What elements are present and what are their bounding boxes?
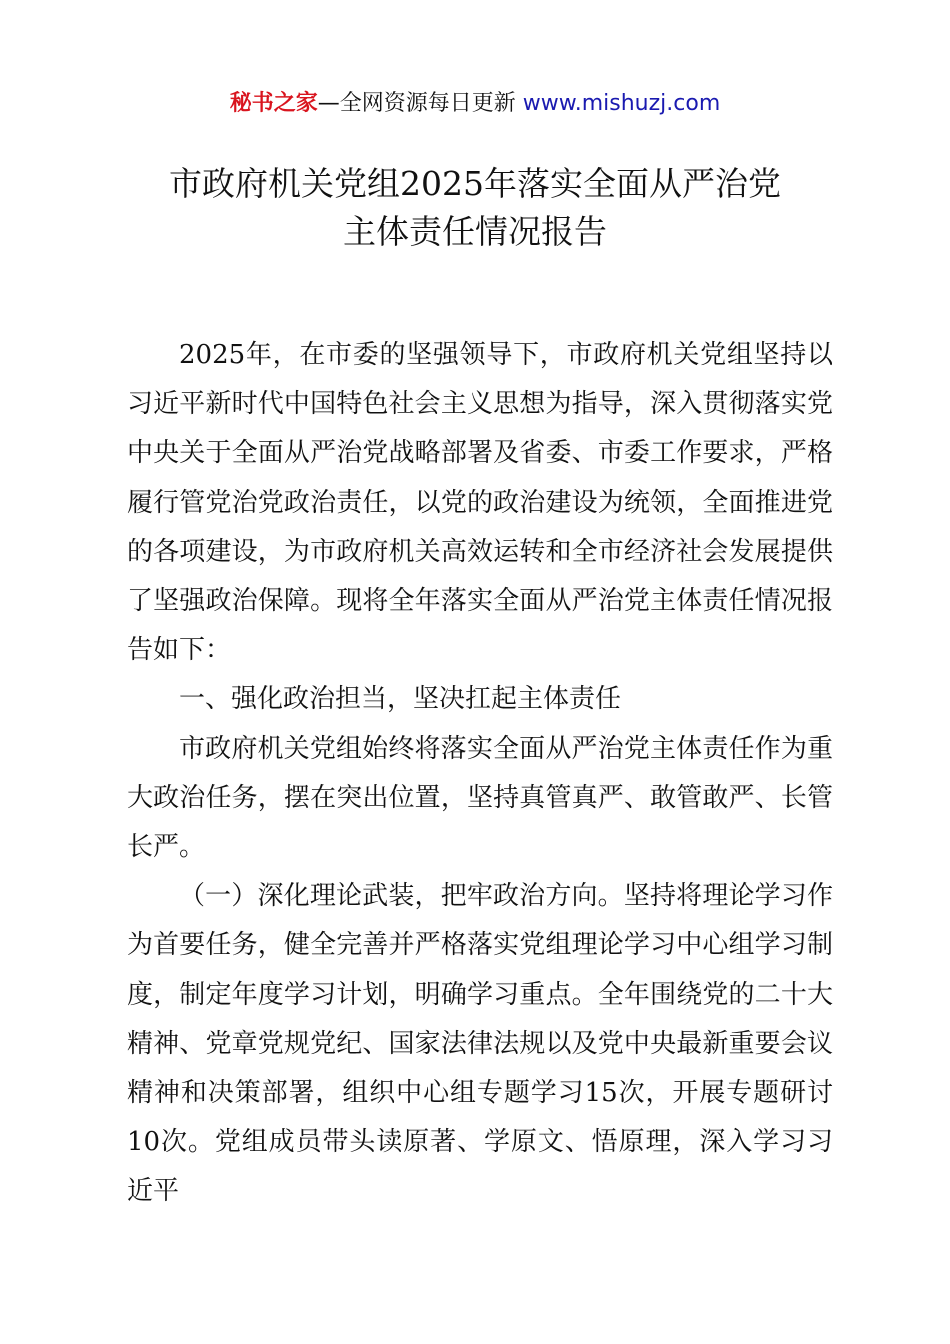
document-title: [100, 160, 850, 256]
brand-name: 秘书之家: [229, 91, 318, 116]
header-tagline: —全网资源每日更新: [317, 91, 523, 116]
title-line-2: 主体责任情况报告: [343, 212, 607, 251]
site-link[interactable]: www.mishuzj.com: [522, 91, 721, 116]
title-line-1: 市政府机关党组2025年落实全面从严治党: [169, 164, 781, 203]
paragraph-subsection-1: （一）深化理论武装，把牢政治方向。坚持将理论学习作为首要任务，健全完善并严格落实党组理论学习中心组学习制度，制定年度学习计划，明确学习重点。全年围绕党的二十大精神、党章党规党纪、国家法律法规以及党中央最新重要会议精神和决策部署，组织中心组专题学习15次，开展专题研讨10次。党组成员带头读原著、学原文、悟原理，深入学习习近平: [127, 881, 833, 1207]
section-heading-1: 一、强化政治担当，坚决扛起主体责任: [179, 684, 622, 715]
site-header: [0, 88, 950, 120]
paragraph-intro: 2025年，在市委的坚强领导下，市政府机关党组坚持以习近平新时代中国特色社会主义思想为指导，深入贯彻落实党中央关于全面从严治党战略部署及省委、市委工作要求，严格履行管党治党政治责任，以党的政治建设为统领，全面推进党的各项建设，为市政府机关高效运转和全市经济社会发展提供了坚强政治保障。现将全年落实全面从严治党主体责任情况报告如下：: [127, 340, 833, 666]
paragraph-section-1: 市政府机关党组始终将落实全面从严治党主体责任作为重大政治任务，摆在突出位置，坚持真管真严、敢管敢严、长管长严。: [127, 733, 833, 863]
document-body: [127, 331, 833, 1217]
